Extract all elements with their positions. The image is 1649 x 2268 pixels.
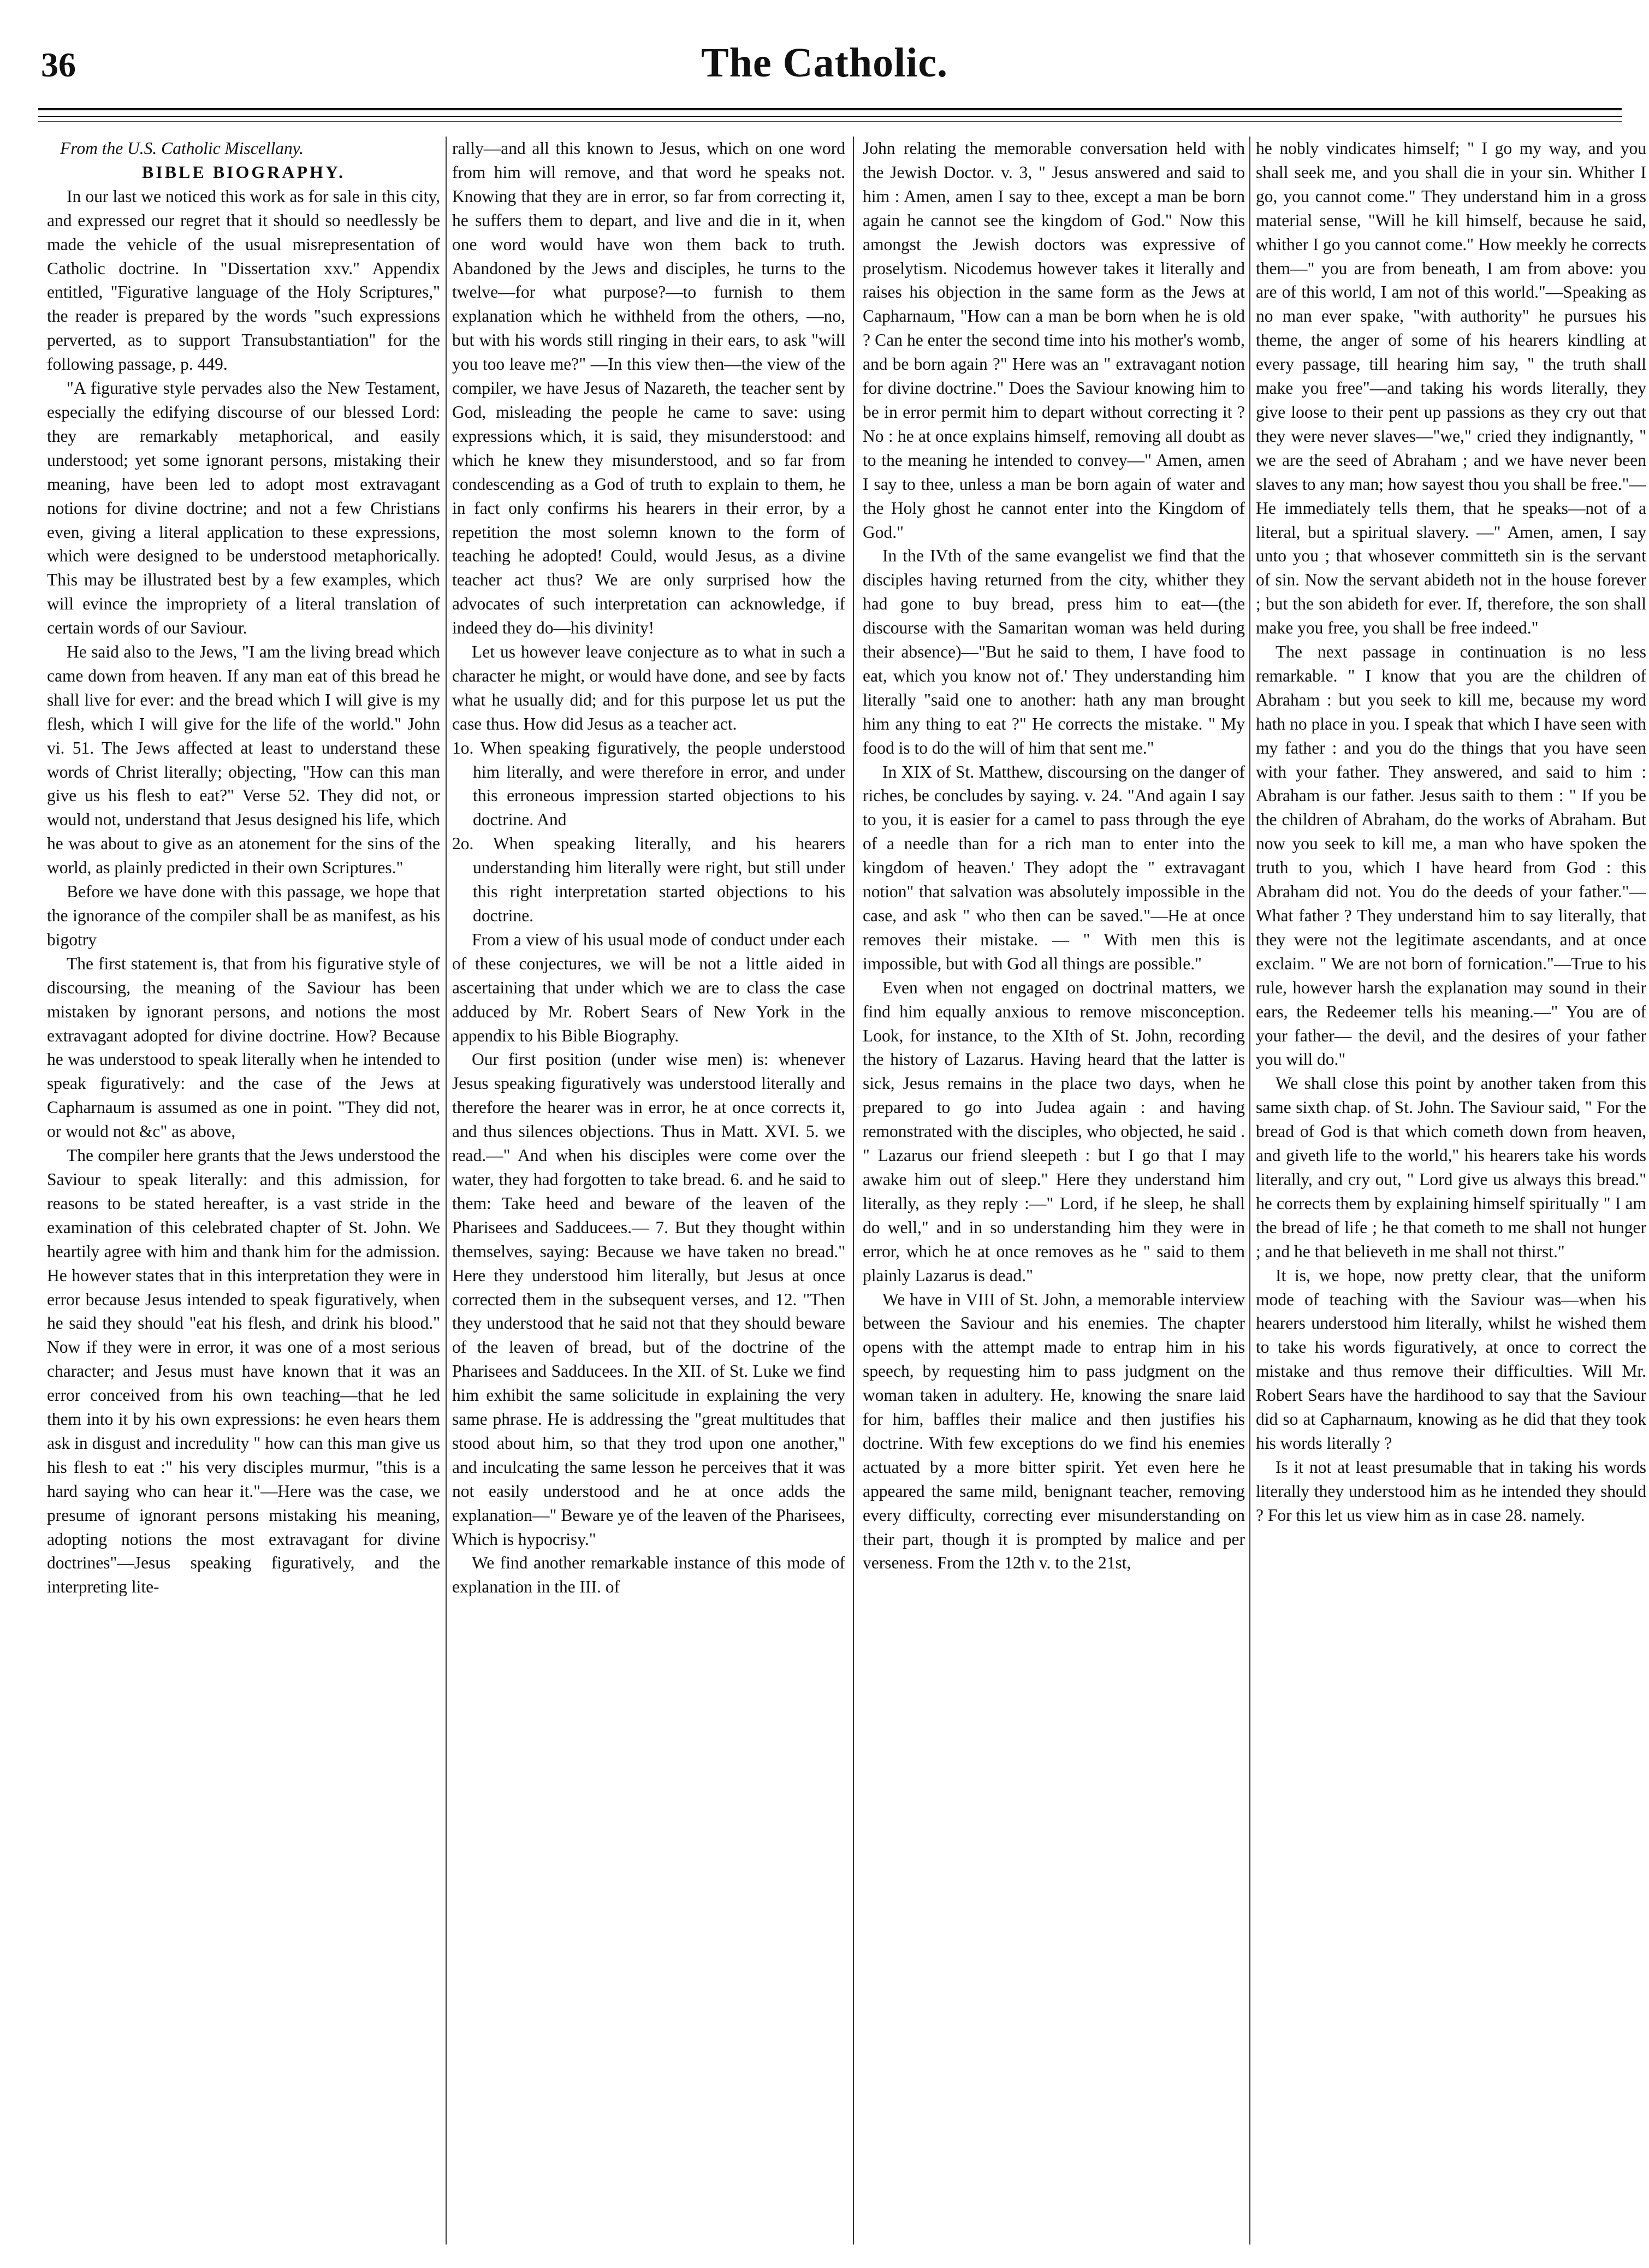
column-1 [47, 137, 440, 2245]
paragraph: Is it not at least presumable that in taking his words literally they understood him as he intended they should ? For this let us view him as in case 28. namely. [1256, 1457, 1646, 1525]
paragraph: Our first position (under wise men) is: whenever Jesus speaking figuratively was understood literally and therefore the hearer was in error, he at once corrects it, and thus silences objections. Thus in Matt. XVI. 5. we read.—" And when his disciples were come over the water, they had forgotten to take bread. 6. and he said to them: Take heed and beware of the leaven of the Pharisees and Sadducees.— 7. But they thought within themselves, saying: Because we have taken no bread." Here they understood him literally, but Jesus at once corrected them in the subsequent verses, and 12. "Then they understood that he said not that they should beware of the leaven of bread, but of the doctrine of the Pharisees and Sadducees. In the XII. of St. Luke we find him exhibit the same solicitude in explaining the very same phrase. He is addressing the "great multitudes that stood about him, so that they trod upon one another," and inculcating the same lesson he perceives that it was not easily understood and he at once adds the explanation—" Beware ye of the leaven of the Pharisees, Which is hypocrisy." [452, 1050, 845, 1549]
paragraph: In XIX of St. Matthew, discoursing on the danger of riches, be concludes by saying. v. 24. "And again I say to you, it is easier for a camel to pass through the eye of a needle than for a rich man to enter into the kingdom of heaven.' They adopt the " extravagant notion" that salvation was absolutely impossible in the case, and ask " who then can be saved."—He at once removes their mistake. — " With men this is impossible, but with God all things are possible." [863, 762, 1245, 973]
article-headline: BIBLE BIOGRAPHY. [141, 162, 346, 182]
paragraph: Even when not engaged on doctrinal matters, we find him equally anxious to remove misconception. Look, for instance, to the XIth of St. John, recording the history of Lazarus. Having heard that the latter is sick, Jesus remains in the place two days, when he prepared to go into Judea again : and having remonstrated with the disciples, who objected, he said . " Lazarus our friend sleepeth : but I go that I may awake him out of sleep." Here they understand him literally, as they reply :—" Lord, if he sleep, he shall do well," and in so understanding him they were in error, which he at once removes as he " said to them plainly Lazarus is dead." [863, 978, 1245, 1285]
header-rule [38, 121, 1622, 122]
page-title: The Catholic. [701, 40, 948, 86]
column-divider [446, 137, 447, 2245]
paragraph: rally—and all this known to Jesus, which on one word from him will remove, and that word he speaks not. Knowing that they are in error, so far from correcting it, he suffers them to depart, and live and die in it, when one word would have won them back to truth. Abandoned by the Jews and disciples, he turns to the twelve—for what purpose?—to furnish to them explanation which he withheld from the others, —no, but with his words still ringing in their ears, to ask "will you too leave me?" —In this view then—the view of the compiler, we have Jesus of Nazareth, the teacher sent by God, misleading the people he came to save: using expressions which, it is said, they misunderstood: and which he knew they misunderstood, and so far from condescending as a God of truth to explain to them, he in fact only confirms his hearers in their error, by a repetition the most solemn known to the form of teaching he adopted! Could, would Jesus, as a divine teacher act thus? We are only surprised how the advocates of such interpretation can acknowledge, if indeed they do—his divinity! [452, 139, 845, 638]
paragraph: "A figurative style pervades also the New Testament, especially the edifying discourse of our blessed Lord: they are remarkably metaphorical, and easily understood; yet some ignorant persons, mistaking their meaning, have been led to adopt most extravagant notions for divine doctrine; and not a few Christians even, giving a literal application to these expressions, which were designed to be understood metaphorically. This may be illustrated best by a few examples, which will evince the impropriety of a literal translation of certain words of our Saviour. [47, 378, 440, 638]
column-2 [452, 137, 845, 2245]
paragraph: John relating the memorable conversation held with the Jewish Doctor. v. 3, " Jesus answered and said to him : Amen, amen I say to thee, except a man be born again he cannot see the kingdom of God." Now this amongst the Jewish doctors was expressive of proselytism. Nicodemus however takes it literally and raises his objection in the same form as the Jews at Capharnaum, "How can a man be born when he is old ? Can he enter the second time into his mother's womb, and be born again ?" Here was an " extravagant notion for divine doctrine." Does the Saviour knowing him to be in error permit him to depart without correcting it ? No : he at once explains himself, removing all doubt as to the meaning he intended to convey—" Amen, amen I say to thee, unless a man be born again of water and the Holy ghost he cannot enter into the Kingdom of God." [863, 139, 1245, 542]
column-divider [853, 137, 854, 2245]
numbered-point: 2o. When speaking literally, and his hearers understanding him literally were right, but still under this right interpretation started objections to his doctrine. [452, 834, 845, 925]
column-4 [1256, 137, 1646, 2245]
article-source: From the U.S. Catholic Miscellany. [60, 139, 304, 158]
paragraph: he nobly vindicates himself; " I go my way, and you shall seek me, and you shall die in your sin. Whither I go, you cannot come." They understand him in a gross material sense, "Will he kill himself, because he said, whither I go you cannot come." How meekly he corrects them—" you are from beneath, I am from above: you are of this world, I am not of this world."—Speaking as no man ever spake, "with authority" he pursues his theme, the anger of some of his hearers kindling at every passage, till hearing him say, " the truth shall make you free"—and taking his words literally, they give loose to their pent up passions as they cry out that they were never slaves—"we," cried they indignantly, " we are the seed of Abraham ; and we have never been slaves to any man; how sayest thou you shall be free."— He immediately tells them, that he speaks—not of a literal, but a spiritual slavery. —" Amen, amen, I say unto you ; that whosever committeth sin is the servant of sin. Now the servant abideth not in the house forever ; but the son abideth for ever. If, therefore, the son shall make you free, you shall be free indeed." [1256, 139, 1646, 638]
paragraph: In the IVth of the same evangelist we find that the disciples having returned from the city, whither they had gone to buy bread, press him to eat—(the discourse with the Samaritan woman was held during their absence)—"But he said to them, I have food to eat, which you know not of.' They understanding him literally "said one to another: hath any man brought him any thing to eat ?" He corrects the mistake. " My food is to do the will of him that sent me." [863, 546, 1245, 757]
paragraph: The compiler here grants that the Jews understood the Saviour to speak literally: and this admission, for reasons to be stated hereafter, is a vast stride in the examination of this celebrated chapter of St. John. We heartily agree with him and thank him for the admission. He however states that in this interpretation they were in error because Jesus intended to speak figuratively, when he said they should "eat his flesh, and drink his blood." Now if they were in error, it was one of a most serious character; and Jesus must have known that it was an error conceived from his own teaching—that he led them into it by his own expressions: he even hears them ask in disgust and incredulity " how can this man give us his flesh to eat :" his very disciples murmur, "this is a hard saying who can hear it."—Here was the case, we presume of ignorant persons mistaking his meaning, adopting notions the most extravagant for divine doctrines"—Jesus speaking figuratively, and the interpreting lite- [47, 1146, 440, 1597]
page-number: 36 [41, 45, 76, 84]
paragraph: From a view of his usual mode of conduct under each of these conjectures, we will be not a little aided in ascertaining that under which we are to class the case adduced by Mr. Robert Sears of New York in the appendix to his Bible Biography. [452, 929, 845, 1045]
paragraph: We shall close this point by another taken from this same sixth chap. of St. John. The Saviour said, " For the bread of God is that which cometh down from heaven, and giveth life to the world," his hearers take his words literally, and cry out, " Lord give us always this bread." he corrects them by explaining himself spiritually " I am the bread of life ; he that cometh to me shall not hunger ; and he that believeth in me shall not thirst." [1256, 1074, 1646, 1261]
column-3 [863, 137, 1245, 2245]
paragraph: We find another remarkable instance of this mode of explanation in the III. of [452, 1553, 845, 1597]
paragraph: Let us however leave conjecture as to what in such a character he might, or would have done, and see by facts what he usually did; and for this purpose let us put the case thus. How did Jesus as a teacher act. [452, 642, 845, 733]
paragraph: The first statement is, that from his figurative style of discoursing, the meaning of the Saviour has been mistaken by ignorant persons, and notions the most extravagant adopted for divine doctrine. How? Because he was understood to speak literally when he intended to speak figuratively: and the case of the Jews at Capharnaum is assumed as one in point. "They did not, or would not &c" as above, [47, 954, 440, 1141]
paragraph: We have in VIII of St. John, a memorable interview between the Saviour and his enemies. The chapter opens with the attempt made to entrap him in his speech, by requesting him to pass judgment on the woman taken in adultery. He, knowing the snare laid for him, baffles their malice and then justifies his doctrine. With few exceptions do we find his enemies actuated by a more bitter spirit. Yet even here he appeared the same mild, benignant teacher, removing every difficulty, correcting ever misunderstanding on their part, though it is prompted by malice and per verseness. From the 12th v. to the 21st, [863, 1289, 1245, 1573]
column-divider [1249, 137, 1250, 2245]
paragraph: Before we have done with this passage, we hope that the ignorance of the compiler shall be as manifest, as his bigotry [47, 882, 440, 949]
paragraph: In our last we noticed this work as for sale in this city, and expressed our regret that it should so needlessly be made the vehicle of the usual misrepresentation of Catholic doctrine. In "Dissertation xxv." Appendix entitled, "Figurative language of the Holy Scriptures," the reader is prepared by the words "such expressions perverted, as to support Transubstantiation" for the following passage, p. 449. [47, 186, 440, 374]
numbered-point: 1o. When speaking figuratively, the people understood him literally, and were therefore in error, and under this erroneous impression started objections to his doctrine. And [452, 738, 845, 830]
paragraph: The next passage in continuation is no less remarkable. " I know that you are the children of Abraham : but you seek to kill me, because my word hath no place in you. I speak that which I have seen with my father : and you do the things that you have seen with your father. They answered, and said to him : Abraham is our father. Jesus saith to them : " If you be the children of Abraham, do the works of Abraham. But now you seek to kill me, a man who have spoken the truth to you, which I have heard from God : this Abraham did not. You do the deeds of your father."—What father ? They understand him to say literally, that they were not the legitimate ascendants, and at once exclaim. " We are not born of fornication."—True to his rule, however harsh the explanation may sound in their ears, the Redeemer tells his meaning.—" You are of your father— the devil, and the desires of your father you will do." [1256, 642, 1646, 1069]
header-rule [38, 116, 1622, 117]
header-rule [38, 108, 1622, 110]
paragraph: He said also to the Jews, "I am the living bread which came down from heaven. If any man eat of this bread he shall live for ever: and the bread which I will give is my flesh, which I will give for the life of the world." John vi. 51. The Jews affected at least to understand these words of Christ literally; objecting, "How can this man give us his flesh to eat?" Verse 52. They did not, or would not, understand that Jesus designed his life, which he was about to give as an atonement for the sins of the world, as plainly predicted in their own Scriptures." [47, 642, 440, 878]
paragraph: It is, we hope, now pretty clear, that the uniform mode of teaching with the Saviour was—when his hearers understood him literally, whilst he wished them to take his words figuratively, at once to correct the mistake and thus remove their difficulties. Will Mr. Robert Sears have the hardihood to say that the Saviour did so at Capharnaum, knowing as he did that they took his words literally ? [1256, 1265, 1646, 1453]
